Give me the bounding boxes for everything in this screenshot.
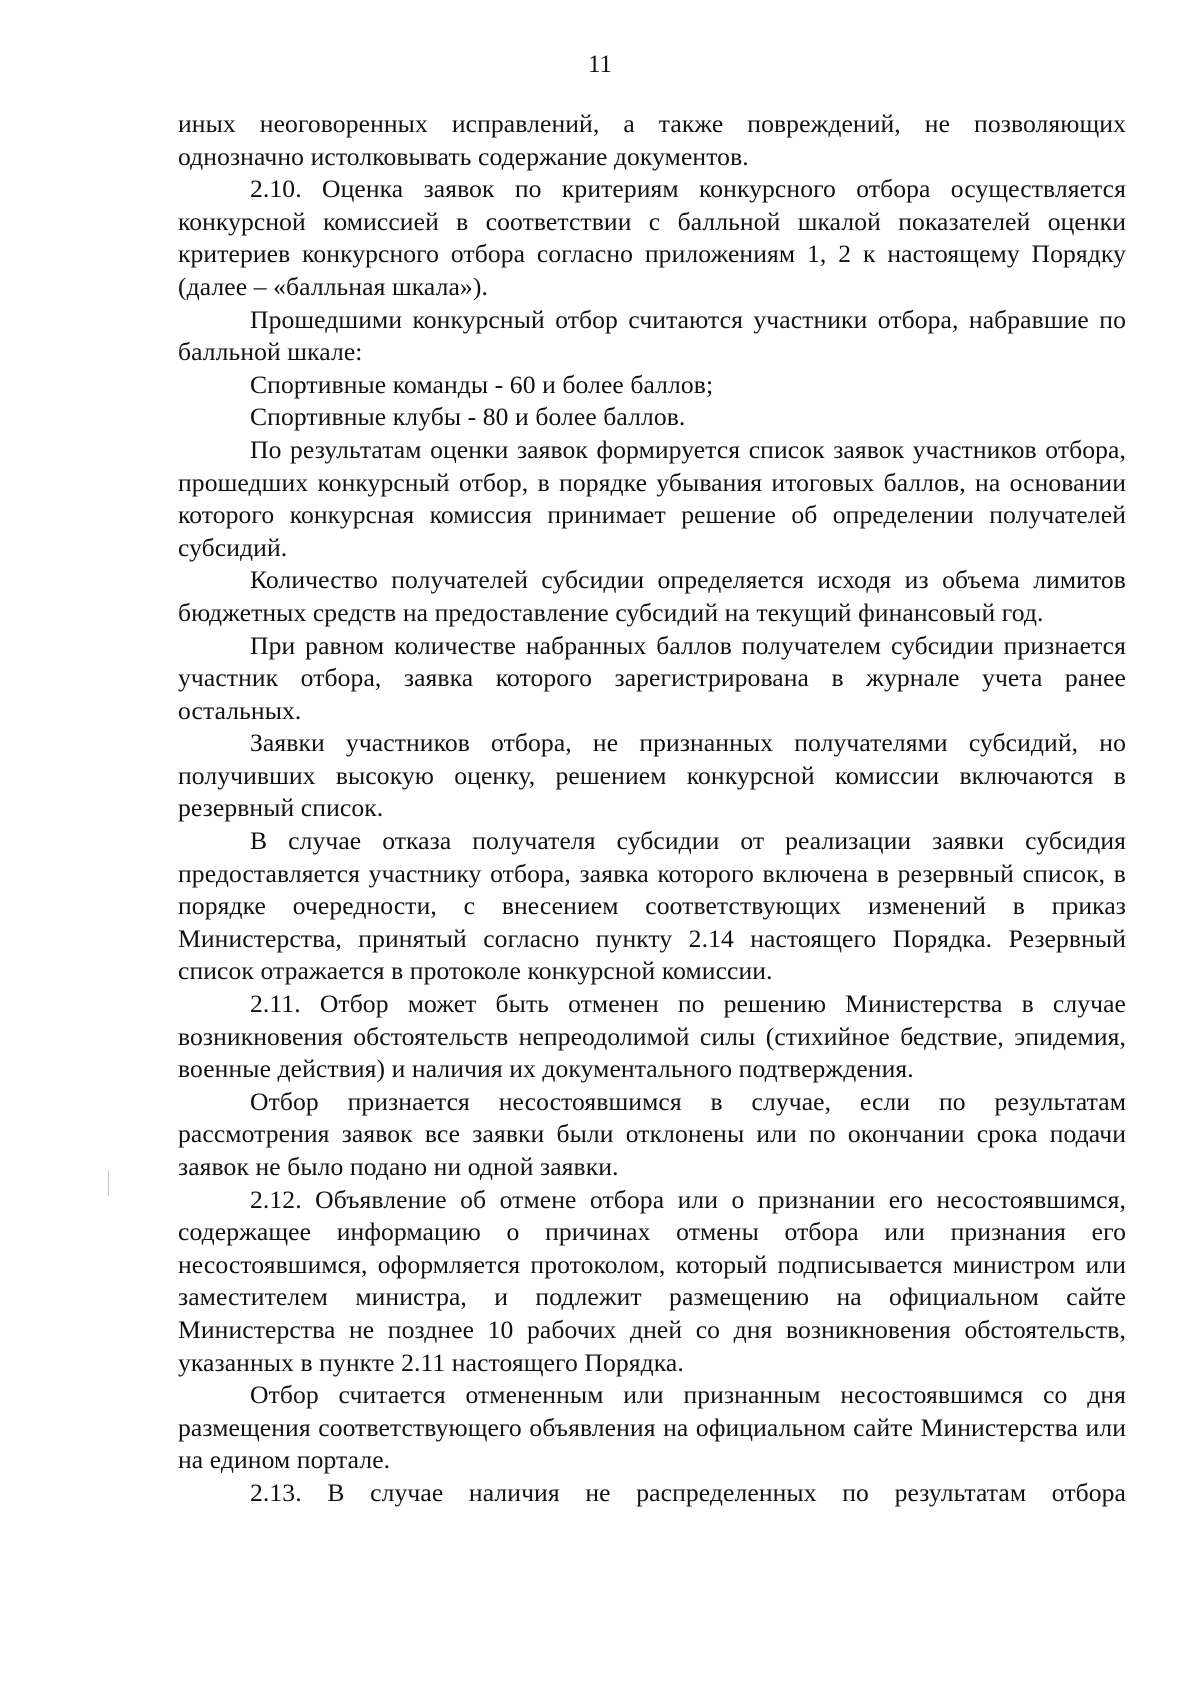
paragraph-continuation: иных неоговоренных исправлений, а также повреждений, не позволяющих однозначно истолковывать содержание документов. bbox=[178, 109, 1126, 171]
paragraph-section-2-13: 2.13. В случае наличия не распределенных по результатам отбора bbox=[250, 1477, 1126, 1507]
paragraph-cancellation-date: Отбор считается отмененным или признанным несостоявшимся со дня размещения соответствующего объявления на официальном сайте Министерства или на едином портале. bbox=[178, 1380, 1126, 1475]
paragraph-failed-selection: Отбор признается несостоявшимся в случае, если по результатам рассмотрения заявок все заявки были отклонены или по окончании срока подачи заявок не было подано ни одной заявки. bbox=[178, 1086, 1126, 1181]
page-number: 11 bbox=[587, 51, 613, 78]
paragraph-section-2-12: 2.12. Объявление об отмене отбора или о признании его несостоявшимся, содержащее информацию о причинах отмены отбора или признания его несостоявшимся, оформляется протоколом, который подписывается министром или заместителем министра, и подлежит размещению на официальном сайте Министерства не позднее 10 рабочих дней со дня возникновения обстоятельств, указанных в пункте 2.11 настоящего Порядка. bbox=[178, 1184, 1126, 1377]
paragraph-section-2-10: 2.10. Оценка заявок по критериям конкурсного отбора осуществляется конкурсной комиссией в соответствии с балльной шкалой показателей оценки критериев конкурсного отбора согласно приложениям 1, 2 к настоящему Порядку (далее – «балльная шкала»). bbox=[178, 174, 1126, 301]
document-body bbox=[178, 108, 1126, 1510]
paragraph-refusal-case: В случае отказа получателя субсидии от реализации заявки субсидия предоставляется участнику отбора, заявка которого включена в резервный список, в порядке очередности, с внесением соответствующих изменений в приказ Министерства, принятый согласно пункту 2.14 настоящего Порядка. Резервный список отражается в протоколе конкурсной комиссии. bbox=[178, 826, 1126, 986]
paragraph-equal-score: При равном количестве набранных баллов получателем субсидии признается участник отбора, заявка которого зарегистрирована в журнале учета ранее остальных. bbox=[178, 630, 1126, 725]
scan-margin-mark bbox=[108, 1170, 109, 1196]
paragraph-ranking-list: По результатам оценки заявок формируется список заявок участников отбора, прошедших конкурсный отбор, в порядке убывания итоговых баллов, на основании которого конкурсная комиссия принимает решение об определении получателей субсидий. bbox=[178, 434, 1126, 562]
paragraph-reserve-list: Заявки участников отбора, не признанных получателями субсидий, но получивших высокую оценку, решением конкурсной комиссии включаются в резервный список. bbox=[178, 728, 1126, 823]
paragraph-section-2-11: 2.11. Отбор может быть отменен по решению Министерства в случае возникновения обстоятельств непреодолимой силы (стихийное бедствие, эпидемия, военные действия) и наличия их документального подтверждения. bbox=[178, 989, 1126, 1084]
paragraph-recipient-count: Количество получателей субсидии определяется исходя из объема лимитов бюджетных средств на предоставление субсидий на текущий финансовый год. bbox=[178, 565, 1126, 627]
paragraph-passed-selection: Прошедшими конкурсный отбор считаются участники отбора, набравшие по балльной шкале: bbox=[178, 304, 1126, 367]
paragraph-sports-teams: Спортивные команды - 60 и более баллов; bbox=[250, 369, 714, 399]
paragraph-sports-clubs: Спортивные клубы - 80 и более баллов. bbox=[250, 402, 686, 432]
